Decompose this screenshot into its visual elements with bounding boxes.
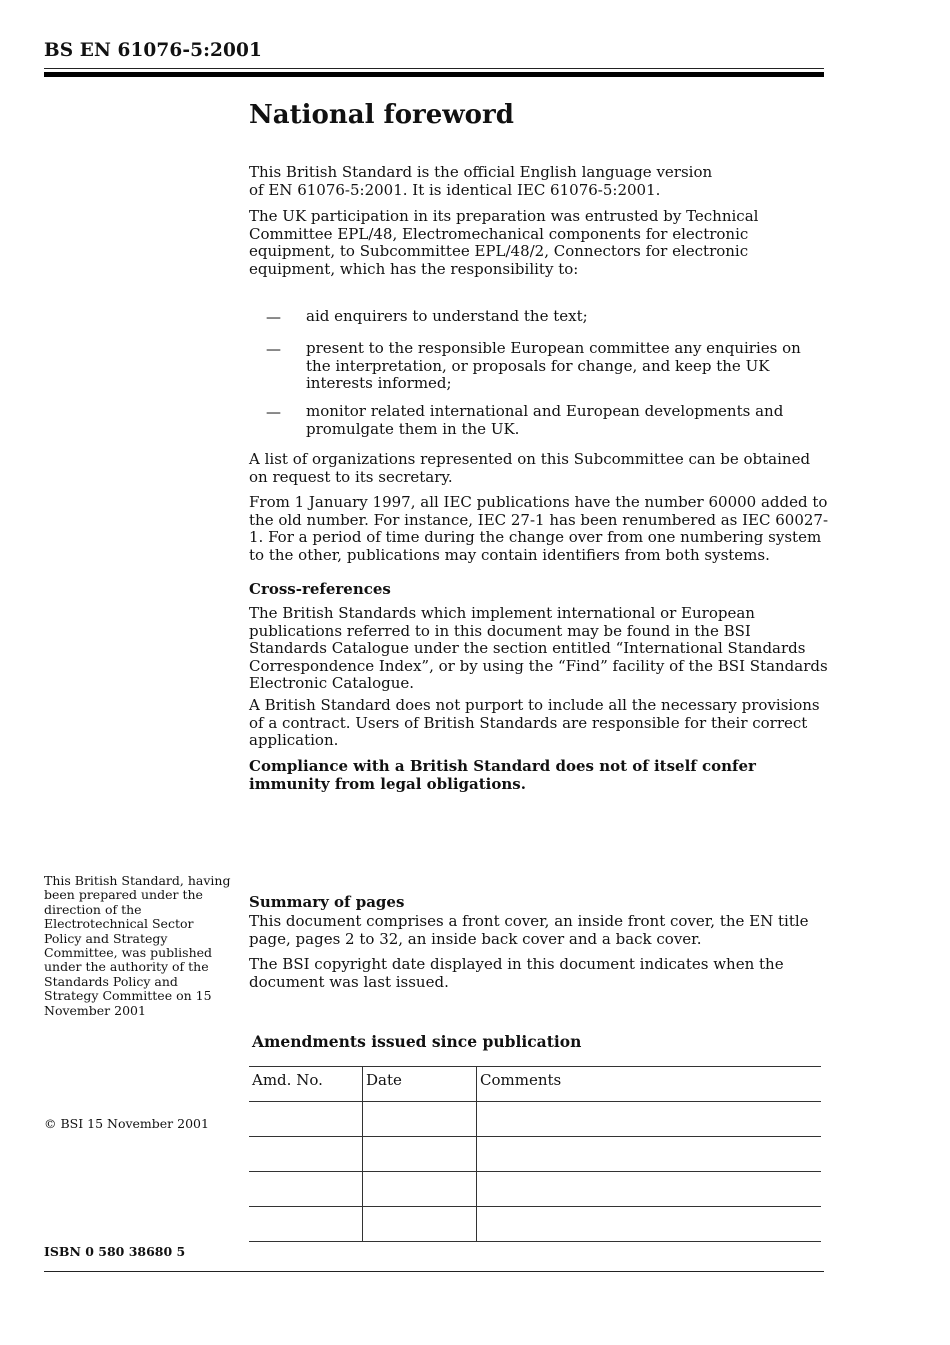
page-title: National foreword [249, 100, 514, 130]
paragraph-summary: This document comprises a front cover, an inside front cover, the EN title page, pages 2 to 32, an inside back cover and a back cover. [249, 912, 809, 948]
table-header-row [249, 1067, 821, 1102]
amendments-table [249, 1066, 821, 1242]
table-cell [363, 1207, 477, 1242]
header-rule-thin [44, 68, 824, 69]
footer-rule [44, 1271, 824, 1272]
list-item: monitor related international and European developments and promulgate them in the UK. [306, 402, 784, 438]
table-cell [363, 1137, 477, 1172]
list-item: present to the responsible European committee any enquiries on the interpretation, or proposals for change, and keep the UK interests informed; [306, 339, 801, 392]
list-dash: — [266, 308, 281, 326]
table-cell [249, 1102, 363, 1137]
table-cell [249, 1137, 363, 1172]
paragraph-organizations-list: A list of organizations represented on this Subcommittee can be obtained on request to its secretary. [249, 450, 811, 486]
paragraph-iec-numbering: From 1 January 1997, all IEC publications have the number 60000 added to the old number. For instance, IEC 27-1 has been renumbered as IEC 60027-1. For a period of time during the change over from one numbering system to the other, publications may contain identifiers from both systems. [249, 493, 829, 564]
paragraph-official-version: This British Standard is the official English language version of EN 61076-5:2001. It is identical IEC 61076-5:2001. [249, 163, 713, 199]
column-header-comments: Comments [477, 1067, 822, 1102]
copyright-notice: © BSI 15 November 2001 [44, 1116, 209, 1131]
isbn: ISBN 0 580 38680 5 [44, 1244, 186, 1259]
list-dash: — [266, 340, 281, 358]
table-cell [249, 1172, 363, 1207]
table-cell [477, 1207, 822, 1242]
table-row [249, 1137, 821, 1172]
header-rule-thick [44, 72, 824, 77]
paragraph-uk-participation: The UK participation in its preparation was entrusted by Technical Committee EPL/48, Electromechanical components for electronic equipment, to Subcommittee EPL/48/2, Connectors for electronic equipment, which has the responsibility to: [249, 207, 759, 278]
document-id: BS EN 61076-5:2001 [44, 40, 262, 61]
table-row [249, 1102, 821, 1137]
table-cell [477, 1102, 822, 1137]
table-cell [477, 1137, 822, 1172]
table-cell [477, 1172, 822, 1207]
table-cell [363, 1102, 477, 1137]
paragraph-provisions: A British Standard does not purport to include all the necessary provisions of a contract. Users of British Standards are responsible for their correct application. [249, 696, 820, 749]
table-cell [249, 1207, 363, 1242]
summary-heading: Summary of pages [249, 893, 405, 911]
column-header-date: Date [363, 1067, 477, 1102]
paragraph-cross-references: The British Standards which implement international or European publications referred to in this document may be found in the BSI Standards Catalogue under the section entitled “International Standards Correspondence Index”, or by using the “Find” facility of the BSI Standards Electronic Catalogue. [249, 604, 828, 692]
table-cell [363, 1172, 477, 1207]
cross-references-heading: Cross-references [249, 580, 391, 598]
compliance-statement: Compliance with a British Standard does not of itself confer immunity from legal obligations. [249, 757, 756, 793]
table-row [249, 1172, 821, 1207]
amendments-caption: Amendments issued since publication [252, 1032, 582, 1051]
sidebar-publication-note: This British Standard, having been prepared under the direction of the Electrotechnical Sector Policy and Strategy Committee, was published under the authority of the Standards Policy and Strategy Committee on 15 November 2001 [44, 873, 231, 1018]
table-row [249, 1207, 821, 1242]
column-header-amd-no: Amd. No. [249, 1067, 363, 1102]
list-dash: — [266, 403, 281, 421]
list-item: aid enquirers to understand the text; [306, 307, 588, 325]
paragraph-copyright-date: The BSI copyright date displayed in this document indicates when the document was last issued. [249, 955, 784, 991]
